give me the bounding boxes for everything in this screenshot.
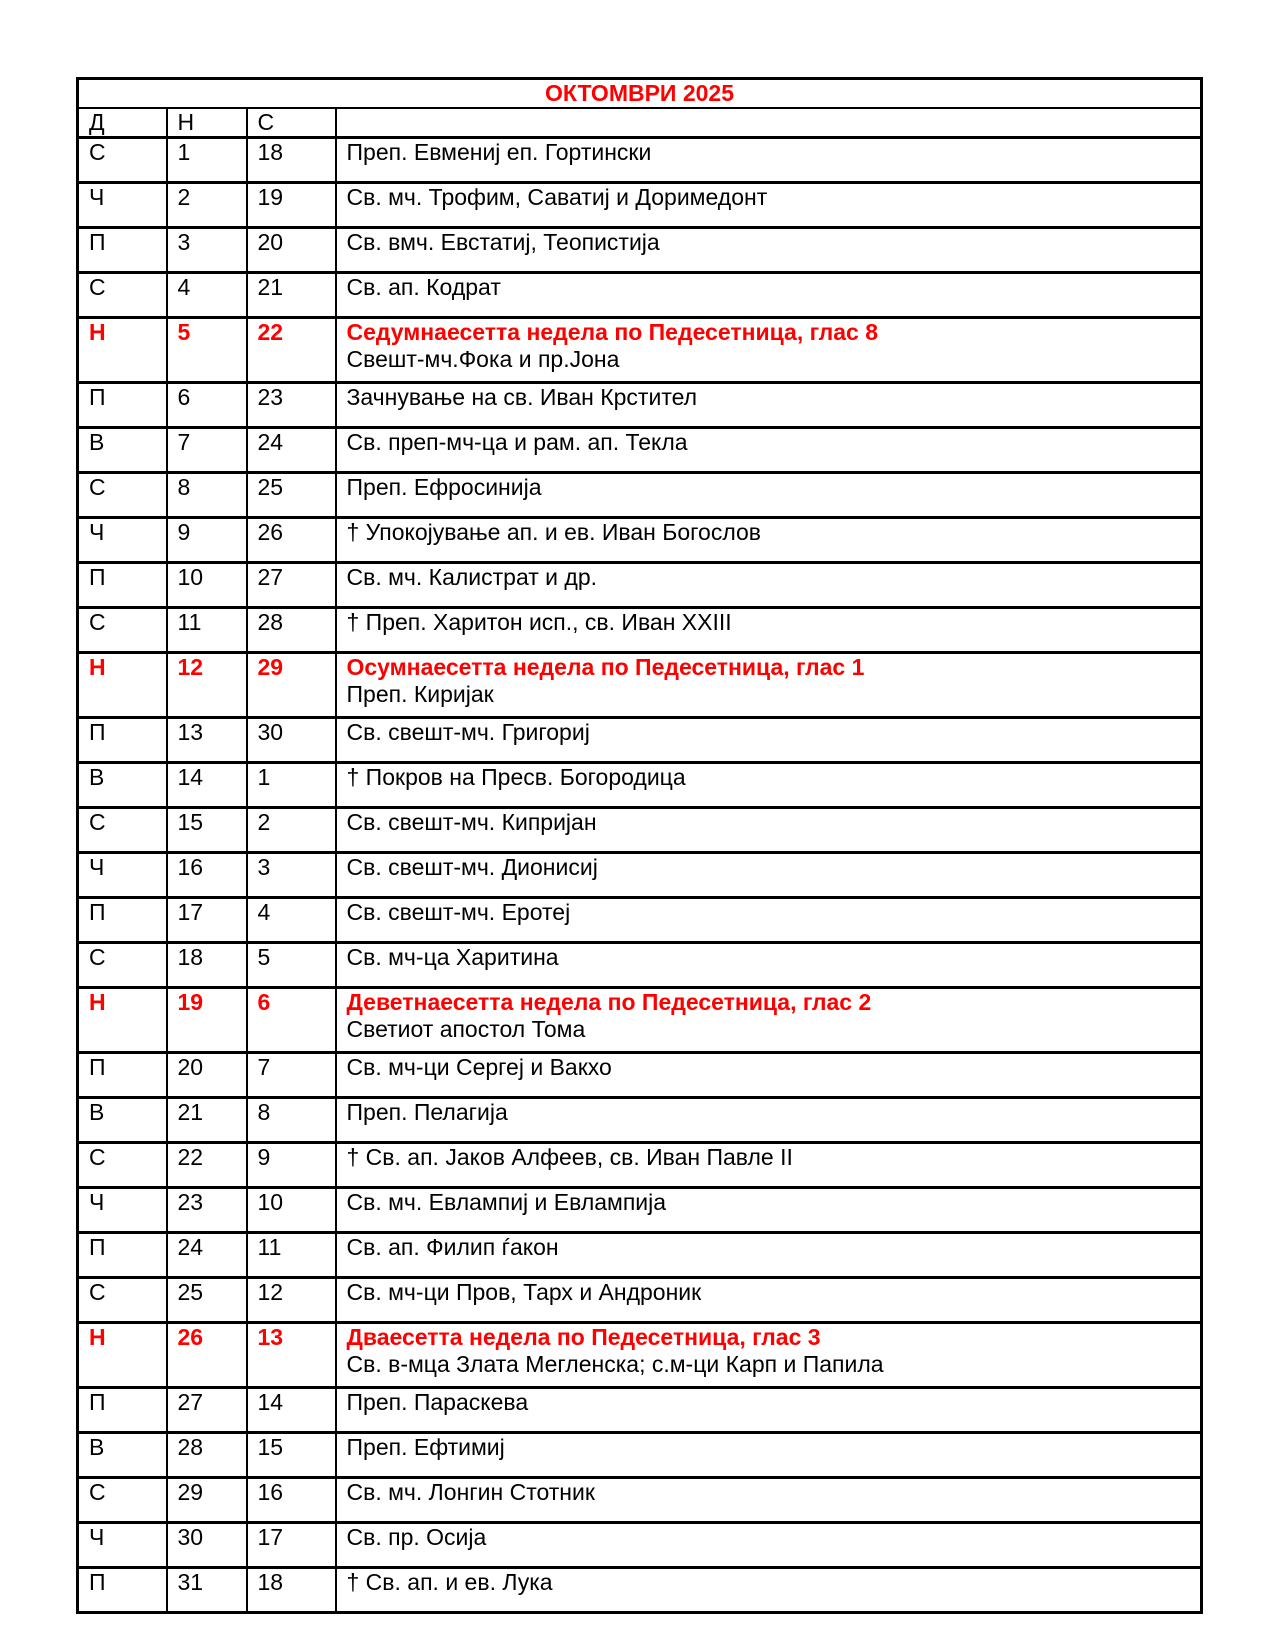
day-of-week-cell: П: [78, 718, 167, 763]
old-date-cell: 16: [247, 1478, 336, 1523]
new-date-cell: 4: [167, 273, 247, 318]
description-cell: Св. мч-ци Пров, Тарх и Андроник: [336, 1278, 1202, 1323]
day-of-week-cell: П: [78, 1053, 167, 1098]
day-of-week-cell: П: [78, 1233, 167, 1278]
new-date-cell: 20: [167, 1053, 247, 1098]
description-cell: [336, 1323, 1202, 1388]
description-cell: Св. пр. Осија: [336, 1523, 1202, 1568]
day-of-week-cell: П: [78, 1568, 167, 1613]
description-cell: Св. преп-мч-ца и рам. ап. Текла: [336, 428, 1202, 473]
new-date-cell: 15: [167, 808, 247, 853]
day-of-week-cell: В: [78, 1098, 167, 1143]
header-description: [336, 108, 1202, 138]
old-date-cell: 29: [247, 653, 336, 718]
description-cell: [336, 318, 1202, 383]
day-of-week-cell: Н: [78, 318, 167, 383]
old-date-cell: 15: [247, 1433, 336, 1478]
old-date-cell: 17: [247, 1523, 336, 1568]
day-of-week-cell: С: [78, 473, 167, 518]
sunday-row: [78, 988, 1202, 1053]
day-of-week-cell: С: [78, 608, 167, 653]
old-date-cell: 28: [247, 608, 336, 653]
new-date-cell: 12: [167, 653, 247, 718]
table-row: [78, 1433, 1202, 1478]
day-of-week-cell: Н: [78, 988, 167, 1053]
new-date-cell: 29: [167, 1478, 247, 1523]
header-row: [78, 108, 1202, 138]
sunday-title: Деветнаесетта недела по Педесетница, глас 2: [346, 989, 872, 1015]
new-date-cell: 3: [167, 228, 247, 273]
old-date-cell: 23: [247, 383, 336, 428]
table-row: [78, 1278, 1202, 1323]
description-cell: Преп. Пелагија: [336, 1098, 1202, 1143]
month-title: ОКТОМВРИ 2025: [78, 79, 1202, 109]
old-date-cell: 19: [247, 183, 336, 228]
old-date-cell: 13: [247, 1323, 336, 1388]
old-date-cell: 8: [247, 1098, 336, 1143]
description-cell: Св. свешт-мч. Григориј: [336, 718, 1202, 763]
new-date-cell: 27: [167, 1388, 247, 1433]
description-cell: Св. мч. Трофим, Саватиј и Доримедонт: [336, 183, 1202, 228]
day-of-week-cell: В: [78, 428, 167, 473]
table-row: [78, 273, 1202, 318]
new-date-cell: 5: [167, 318, 247, 383]
feast-text: Преп. Киријак: [346, 681, 494, 707]
old-date-cell: 9: [247, 1143, 336, 1188]
table-row: [78, 1388, 1202, 1433]
day-of-week-cell: С: [78, 1278, 167, 1323]
day-of-week-cell: П: [78, 563, 167, 608]
new-date-cell: 9: [167, 518, 247, 563]
description-cell: † Упокојување ап. и ев. Иван Богослов: [336, 518, 1202, 563]
table-row: [78, 1098, 1202, 1143]
table-row: [78, 518, 1202, 563]
calendar-table: [76, 77, 1203, 1614]
day-of-week-cell: Ч: [78, 518, 167, 563]
old-date-cell: 25: [247, 473, 336, 518]
old-date-cell: 14: [247, 1388, 336, 1433]
sunday-title: Осумнаесетта недела по Педесетница, глас 1: [346, 654, 865, 680]
description-cell: Зачнување на св. Иван Крстител: [336, 383, 1202, 428]
description-cell: [336, 988, 1202, 1053]
day-of-week-cell: Ч: [78, 183, 167, 228]
description-cell: Св. свешт-мч. Кипријан: [336, 808, 1202, 853]
description-cell: Св. свешт-мч. Дионисиј: [336, 853, 1202, 898]
table-row: [78, 183, 1202, 228]
description-cell: Св. ап. Филип ѓакон: [336, 1233, 1202, 1278]
old-date-cell: 12: [247, 1278, 336, 1323]
day-of-week-cell: С: [78, 273, 167, 318]
old-date-cell: 24: [247, 428, 336, 473]
new-date-cell: 21: [167, 1098, 247, 1143]
new-date-cell: 23: [167, 1188, 247, 1233]
table-row: [78, 608, 1202, 653]
day-of-week-cell: Ч: [78, 853, 167, 898]
new-date-cell: 7: [167, 428, 247, 473]
new-date-cell: 1: [167, 138, 247, 183]
table-row: [78, 473, 1202, 518]
table-row: [78, 138, 1202, 183]
table-row: [78, 1053, 1202, 1098]
old-date-cell: 4: [247, 898, 336, 943]
header-old-calendar: С: [247, 108, 336, 138]
sunday-row: [78, 653, 1202, 718]
new-date-cell: 14: [167, 763, 247, 808]
new-date-cell: 10: [167, 563, 247, 608]
description-cell: Св. мч-ци Сергеј и Вакхо: [336, 1053, 1202, 1098]
header-new-calendar: Н: [167, 108, 247, 138]
calendar-page: [76, 77, 1203, 1614]
feast-text: Свешт-мч.Фока и пр.Јона: [346, 346, 620, 372]
new-date-cell: 26: [167, 1323, 247, 1388]
description-cell: Св. свешт-мч. Еротеј: [336, 898, 1202, 943]
day-of-week-cell: Н: [78, 653, 167, 718]
description-cell: Св. ап. Кодрат: [336, 273, 1202, 318]
old-date-cell: 30: [247, 718, 336, 763]
table-row: [78, 1523, 1202, 1568]
table-row: [78, 763, 1202, 808]
table-row: [78, 228, 1202, 273]
day-of-week-cell: П: [78, 228, 167, 273]
table-row: [78, 853, 1202, 898]
description-cell: Св. мч-ца Харитина: [336, 943, 1202, 988]
day-of-week-cell: В: [78, 763, 167, 808]
new-date-cell: 16: [167, 853, 247, 898]
old-date-cell: 10: [247, 1188, 336, 1233]
table-row: [78, 1188, 1202, 1233]
old-date-cell: 18: [247, 1568, 336, 1613]
new-date-cell: 19: [167, 988, 247, 1053]
old-date-cell: 3: [247, 853, 336, 898]
description-cell: Преп. Параскева: [336, 1388, 1202, 1433]
new-date-cell: 11: [167, 608, 247, 653]
description-cell: Св. мч. Евлампиј и Евлампија: [336, 1188, 1202, 1233]
old-date-cell: 26: [247, 518, 336, 563]
table-row: [78, 808, 1202, 853]
description-cell: Св. мч. Калистрат и др.: [336, 563, 1202, 608]
description-cell: † Св. ап. Јаков Алфеев, св. Иван Павле II: [336, 1143, 1202, 1188]
day-of-week-cell: С: [78, 1143, 167, 1188]
new-date-cell: 30: [167, 1523, 247, 1568]
old-date-cell: 6: [247, 988, 336, 1053]
sunday-title: Дваесетта недела по Педесетница, глас 3: [346, 1324, 821, 1350]
day-of-week-cell: С: [78, 808, 167, 853]
description-cell: [336, 653, 1202, 718]
new-date-cell: 17: [167, 898, 247, 943]
sunday-row: [78, 1323, 1202, 1388]
day-of-week-cell: В: [78, 1433, 167, 1478]
table-row: [78, 563, 1202, 608]
old-date-cell: 20: [247, 228, 336, 273]
old-date-cell: 7: [247, 1053, 336, 1098]
new-date-cell: 13: [167, 718, 247, 763]
description-cell: Преп. Ефтимиј: [336, 1433, 1202, 1478]
table-row: [78, 383, 1202, 428]
new-date-cell: 6: [167, 383, 247, 428]
table-row: [78, 428, 1202, 473]
day-of-week-cell: С: [78, 943, 167, 988]
table-row: [78, 1568, 1202, 1613]
old-date-cell: 11: [247, 1233, 336, 1278]
old-date-cell: 21: [247, 273, 336, 318]
day-of-week-cell: С: [78, 1478, 167, 1523]
old-date-cell: 2: [247, 808, 336, 853]
description-cell: Преп. Евмениј еп. Гортински: [336, 138, 1202, 183]
table-row: [78, 943, 1202, 988]
day-of-week-cell: П: [78, 383, 167, 428]
description-cell: Св. мч. Лонгин Стотник: [336, 1478, 1202, 1523]
old-date-cell: 5: [247, 943, 336, 988]
table-row: [78, 1478, 1202, 1523]
old-date-cell: 27: [247, 563, 336, 608]
sunday-title: Седумнаесетта недела по Педесетница, глас 8: [346, 319, 879, 345]
sunday-row: [78, 318, 1202, 383]
feast-text: Св. в-мца Злата Мегленска; с.м-ци Карп и Папила: [346, 1351, 884, 1377]
new-date-cell: 25: [167, 1278, 247, 1323]
day-of-week-cell: П: [78, 1388, 167, 1433]
month-title-row: [78, 79, 1202, 109]
old-date-cell: 18: [247, 138, 336, 183]
day-of-week-cell: П: [78, 898, 167, 943]
table-row: [78, 718, 1202, 763]
new-date-cell: 8: [167, 473, 247, 518]
description-cell: Преп. Ефросинија: [336, 473, 1202, 518]
old-date-cell: 22: [247, 318, 336, 383]
old-date-cell: 1: [247, 763, 336, 808]
table-row: [78, 898, 1202, 943]
header-day-of-week: Д: [78, 108, 167, 138]
description-cell: † Преп. Харитон исп., св. Иван XXIII: [336, 608, 1202, 653]
new-date-cell: 28: [167, 1433, 247, 1478]
feast-text: Светиот апостол Тома: [346, 1016, 586, 1042]
new-date-cell: 24: [167, 1233, 247, 1278]
new-date-cell: 2: [167, 183, 247, 228]
new-date-cell: 31: [167, 1568, 247, 1613]
description-cell: † Св. ап. и ев. Лука: [336, 1568, 1202, 1613]
day-of-week-cell: Ч: [78, 1523, 167, 1568]
new-date-cell: 22: [167, 1143, 247, 1188]
day-of-week-cell: Ч: [78, 1188, 167, 1233]
description-cell: Св. вмч. Евстатиј, Теопистија: [336, 228, 1202, 273]
day-of-week-cell: Н: [78, 1323, 167, 1388]
day-of-week-cell: С: [78, 138, 167, 183]
new-date-cell: 18: [167, 943, 247, 988]
table-row: [78, 1233, 1202, 1278]
description-cell: † Покров на Пресв. Богородица: [336, 763, 1202, 808]
table-row: [78, 1143, 1202, 1188]
